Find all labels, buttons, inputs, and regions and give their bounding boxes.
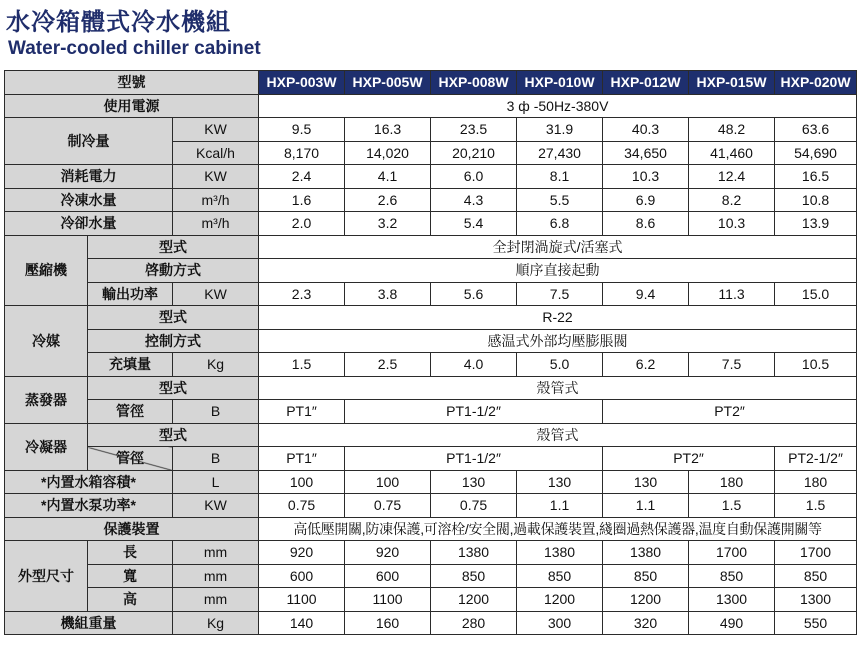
condenser-type-label: 型式	[88, 423, 259, 447]
dimension-width-label: 寬	[88, 564, 173, 588]
cooling-label: 制冷量	[5, 118, 173, 165]
pump-value: 1.5	[689, 494, 775, 518]
cooling-kcal-value: 14,020	[345, 141, 431, 165]
refrigerant-type-value: R-22	[259, 306, 857, 330]
cooling-water-value: 13.9	[775, 212, 857, 236]
power-consumption-label: 消耗電力	[5, 165, 173, 189]
condenser-pipe-unit: B	[173, 447, 259, 471]
tank-value: 130	[517, 470, 603, 494]
dimension-height-value: 1200	[431, 588, 517, 612]
refrigerant-control-label: 控制方式	[88, 329, 259, 353]
spec-table	[4, 70, 857, 635]
dimension-length-value: 1380	[431, 541, 517, 565]
dimension-height-value: 1300	[775, 588, 857, 612]
dimension-width-value: 850	[775, 564, 857, 588]
compressor-output-unit: KW	[173, 282, 259, 306]
refrigerant-charge-label: 充填量	[88, 353, 173, 377]
cooling-water-row	[5, 212, 857, 236]
evaporator-type-value: 殼管式	[259, 376, 857, 400]
tank-unit: L	[173, 470, 259, 494]
condenser-pipe-row	[5, 447, 857, 471]
evaporator-pipe-value: PT1-1/2″	[345, 400, 603, 424]
evaporator-pipe-row	[5, 400, 857, 424]
refrigerant-charge-value: 1.5	[259, 353, 345, 377]
protection-value: 高低壓開關,防凍保護,可溶栓/安全閥,過載保護裝置,綫圈過熱保護器,温度自動保護開關等	[259, 517, 857, 541]
evaporator-pipe-unit: B	[173, 400, 259, 424]
power-consumption-unit: KW	[173, 165, 259, 189]
weight-row	[5, 611, 857, 635]
condenser-pipe-value: PT2″	[603, 447, 775, 471]
condenser-pipe-label: 管徑	[88, 447, 173, 471]
weight-value: 280	[431, 611, 517, 635]
dimension-length-value: 1700	[775, 541, 857, 565]
dimension-height-value: 1100	[345, 588, 431, 612]
compressor-output-value: 5.6	[431, 282, 517, 306]
condenser-pipe-value: PT1-1/2″	[345, 447, 603, 471]
dimension-length-value: 920	[259, 541, 345, 565]
model-name: HXP-003W	[259, 71, 345, 95]
evaporator-label: 蒸發器	[5, 376, 88, 423]
dimension-length-value: 1380	[517, 541, 603, 565]
refrigerant-charge-value: 4.0	[431, 353, 517, 377]
evaporator-type-label: 型式	[88, 376, 259, 400]
refrigerant-charge-value: 10.5	[775, 353, 857, 377]
dimension-width-row	[5, 564, 857, 588]
weight-value: 490	[689, 611, 775, 635]
evaporator-type-row	[5, 376, 857, 400]
refrigerant-type-row	[5, 306, 857, 330]
model-label: 型號	[5, 71, 259, 95]
cooling-kw-value: 23.5	[431, 118, 517, 142]
pump-label: *内置水泵功率*	[5, 494, 173, 518]
dimension-length-row	[5, 541, 857, 565]
compressor-start-label: 啓動方式	[88, 259, 259, 283]
cooling-kcal-value: 41,460	[689, 141, 775, 165]
pump-unit: KW	[173, 494, 259, 518]
cooling-water-value: 8.6	[603, 212, 689, 236]
compressor-output-value: 3.8	[345, 282, 431, 306]
dimension-length-label: 長	[88, 541, 173, 565]
dimension-height-unit: mm	[173, 588, 259, 612]
cooling-water-unit: m³/h	[173, 212, 259, 236]
cooling-water-value: 3.2	[345, 212, 431, 236]
chilled-water-value: 10.8	[775, 188, 857, 212]
cooling-kw-value: 40.3	[603, 118, 689, 142]
dimension-width-value: 850	[689, 564, 775, 588]
pump-value: 0.75	[259, 494, 345, 518]
protection-label: 保護裝置	[5, 517, 259, 541]
model-name: HXP-020W	[775, 71, 857, 95]
tank-value: 180	[775, 470, 857, 494]
tank-value: 100	[345, 470, 431, 494]
tank-value: 130	[603, 470, 689, 494]
cooling-kcal-unit: Kcal/h	[173, 141, 259, 165]
chilled-water-value: 5.5	[517, 188, 603, 212]
condenser-pipe-value: PT1″	[259, 447, 345, 471]
cooling-kcal-value: 34,650	[603, 141, 689, 165]
cooling-water-value: 6.8	[517, 212, 603, 236]
power-consumption-value: 2.4	[259, 165, 345, 189]
page-subtitle: Water-cooled chiller cabinet	[8, 38, 261, 59]
pump-row	[5, 494, 857, 518]
tank-value: 100	[259, 470, 345, 494]
cooling-water-value: 2.0	[259, 212, 345, 236]
cooling-kcal-value: 54,690	[775, 141, 857, 165]
pump-value: 1.1	[517, 494, 603, 518]
cooling-kw-value: 63.6	[775, 118, 857, 142]
compressor-output-value: 7.5	[517, 282, 603, 306]
model-name: HXP-012W	[603, 71, 689, 95]
model-name: HXP-015W	[689, 71, 775, 95]
power-consumption-value: 12.4	[689, 165, 775, 189]
dimension-width-value: 600	[345, 564, 431, 588]
compressor-start-value: 順序直接起動	[259, 259, 857, 283]
tank-label: *内置水箱容積*	[5, 470, 173, 494]
dimension-width-unit: mm	[173, 564, 259, 588]
evaporator-pipe-value: PT1″	[259, 400, 345, 424]
chilled-water-value: 6.9	[603, 188, 689, 212]
refrigerant-charge-value: 6.2	[603, 353, 689, 377]
refrigerant-charge-value: 5.0	[517, 353, 603, 377]
weight-value: 300	[517, 611, 603, 635]
compressor-type-value: 全封閉渦旋式/活塞式	[259, 235, 857, 259]
page-title: 水冷箱體式冷水機組	[6, 8, 231, 36]
dimension-length-value: 920	[345, 541, 431, 565]
power-consumption-value: 10.3	[603, 165, 689, 189]
compressor-start-row	[5, 259, 857, 283]
cooling-kcal-value: 27,430	[517, 141, 603, 165]
compressor-output-label: 輸出功率	[88, 282, 173, 306]
pump-value: 0.75	[431, 494, 517, 518]
cooling-kw-row	[5, 118, 857, 142]
dimension-width-value: 850	[431, 564, 517, 588]
dimension-width-value: 850	[517, 564, 603, 588]
compressor-output-row	[5, 282, 857, 306]
chilled-water-value: 2.6	[345, 188, 431, 212]
compressor-output-value: 15.0	[775, 282, 857, 306]
model-name: HXP-010W	[517, 71, 603, 95]
chilled-water-row	[5, 188, 857, 212]
model-name: HXP-008W	[431, 71, 517, 95]
compressor-type-label: 型式	[88, 235, 259, 259]
power-label: 使用電源	[5, 94, 259, 118]
power-consumption-row	[5, 165, 857, 189]
power-consumption-value: 16.5	[775, 165, 857, 189]
dimension-height-value: 1300	[689, 588, 775, 612]
dimension-height-value: 1100	[259, 588, 345, 612]
pump-value: 0.75	[345, 494, 431, 518]
dimension-height-value: 1200	[517, 588, 603, 612]
cooling-water-value: 10.3	[689, 212, 775, 236]
header-row	[5, 71, 857, 95]
compressor-output-value: 2.3	[259, 282, 345, 306]
evaporator-pipe-value: PT2″	[603, 400, 857, 424]
power-consumption-value: 6.0	[431, 165, 517, 189]
condenser-type-row	[5, 423, 857, 447]
chilled-water-unit: m³/h	[173, 188, 259, 212]
chilled-water-value: 1.6	[259, 188, 345, 212]
refrigerant-charge-value: 7.5	[689, 353, 775, 377]
refrigerant-type-label: 型式	[88, 306, 259, 330]
dimensions-label: 外型尺寸	[5, 541, 88, 612]
evaporator-pipe-label: 管徑	[88, 400, 173, 424]
power-consumption-value: 4.1	[345, 165, 431, 189]
refrigerant-label: 冷媒	[5, 306, 88, 377]
refrigerant-control-value: 感温式外部均壓膨脹閥	[259, 329, 857, 353]
dimension-length-value: 1700	[689, 541, 775, 565]
weight-unit: Kg	[173, 611, 259, 635]
compressor-output-value: 11.3	[689, 282, 775, 306]
power-consumption-value: 8.1	[517, 165, 603, 189]
cooling-kw-value: 9.5	[259, 118, 345, 142]
power-row	[5, 94, 857, 118]
pump-value: 1.5	[775, 494, 857, 518]
tank-row	[5, 470, 857, 494]
compressor-output-value: 9.4	[603, 282, 689, 306]
compressor-type-row	[5, 235, 857, 259]
protection-row	[5, 517, 857, 541]
model-name: HXP-005W	[345, 71, 431, 95]
weight-value: 140	[259, 611, 345, 635]
dimension-length-value: 1380	[603, 541, 689, 565]
chilled-water-label: 冷凍水量	[5, 188, 173, 212]
condenser-label: 冷凝器	[5, 423, 88, 470]
weight-value: 320	[603, 611, 689, 635]
dimension-width-value: 850	[603, 564, 689, 588]
refrigerant-charge-row	[5, 353, 857, 377]
pump-value: 1.1	[603, 494, 689, 518]
weight-value: 550	[775, 611, 857, 635]
tank-value: 130	[431, 470, 517, 494]
cooling-kcal-value: 8,170	[259, 141, 345, 165]
dimension-height-label: 高	[88, 588, 173, 612]
condenser-pipe-value: PT2-1/2″	[775, 447, 857, 471]
weight-value: 160	[345, 611, 431, 635]
chilled-water-value: 4.3	[431, 188, 517, 212]
dimension-width-value: 600	[259, 564, 345, 588]
dimension-height-row	[5, 588, 857, 612]
refrigerant-control-row	[5, 329, 857, 353]
condenser-type-value: 殼管式	[259, 423, 857, 447]
cooling-kw-unit: KW	[173, 118, 259, 142]
cooling-kw-value: 31.9	[517, 118, 603, 142]
compressor-label: 壓縮機	[5, 235, 88, 306]
tank-value: 180	[689, 470, 775, 494]
power-value: 3 ф -50Hz-380V	[259, 94, 857, 118]
cooling-kcal-value: 20,210	[431, 141, 517, 165]
chilled-water-value: 8.2	[689, 188, 775, 212]
dimension-length-unit: mm	[173, 541, 259, 565]
cooling-kw-value: 16.3	[345, 118, 431, 142]
dimension-height-value: 1200	[603, 588, 689, 612]
refrigerant-charge-value: 2.5	[345, 353, 431, 377]
refrigerant-charge-unit: Kg	[173, 353, 259, 377]
weight-label: 機組重量	[5, 611, 173, 635]
cooling-kw-value: 48.2	[689, 118, 775, 142]
cooling-water-value: 5.4	[431, 212, 517, 236]
cooling-water-label: 冷卻水量	[5, 212, 173, 236]
